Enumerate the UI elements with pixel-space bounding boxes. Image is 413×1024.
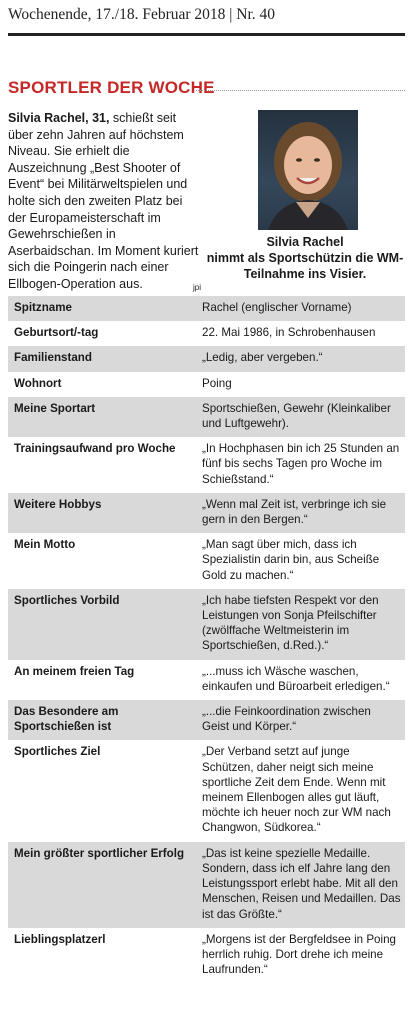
profile-label: Sportliches Vorbild [14,593,120,607]
header-rule [8,33,405,36]
profile-value: Poing [202,376,232,390]
caption-name: Silvia Rachel [266,235,344,249]
profile-row [8,397,405,437]
profile-row [8,296,405,321]
profile-value: Sportschießen, Gewehr (Kleinkaliber und Luftgewehr). [202,401,391,431]
profile-row [8,493,405,533]
caption-text: nimmt als Sportschützin die WM-Teilnahme ins Visier. [206,250,404,281]
athlete-photo [258,110,358,230]
profile-label: Wohnort [14,376,62,390]
profile-label: Lieblingsplatzerl [14,932,106,946]
profile-value: „Das ist keine spezielle Medaille. Sondern, dass ich elf Jahre lang den Leistungssport erlebt habe. Mit all den Menschen, Reisen und Medaillen. Das ist das Größte.“ [202,846,401,921]
profile-label: Weitere Hobbys [14,497,102,511]
title-dotted-line [196,90,405,91]
profile-value: „Wenn mal Zeit ist, verbringe ich sie gern in den Bergen.“ [202,497,387,527]
intro-paragraph [8,110,201,297]
profile-label: Das Besondere am Sportschießen ist [14,705,119,734]
profile-row [8,700,405,740]
profile-label: Mein Motto [14,538,76,552]
profile-value: 22. Mai 1986, in Schrobenhausen [202,326,376,340]
dateline: Wochenende, 17./18. Februar 2018 | Nr. 40 [8,6,276,23]
profile-value: „In Hochphasen bin ich 25 Stunden an fünf bis sechs Tagen pro Woche im Schießstand.“ [202,442,400,486]
profile-value: „...muss ich Wäsche waschen, einkaufen und Büroarbeit erledigen.“ [202,664,390,693]
profile-value: „Ich habe tiefsten Respekt vor den Leistungen von Sonja Pfeilschifter (zwölffache Weltmeisterin im Sportschießen, d.Red.).“ [202,593,379,653]
profile-label: Geburtsort/-tag [14,326,99,340]
profile-row [8,589,405,660]
profile-row [8,372,405,397]
profile-row [8,928,405,984]
profile-label: Familienstand [14,351,92,365]
profile-row [8,346,405,371]
profile-row [8,321,405,346]
profile-label: An meinem freien Tag [14,664,135,678]
intro-text: schießt seit über zehn Jahren auf höchstem Niveau. Sie erhielt die Auszeichnung „Best Shooter of Event“ bei Militärweltspielen und holte sich den zweiten Platz bei der Europameisterschaft im Gewehrschießen in Aserbaidschan. Im Moment kuriert sich die Poingerin nach einer Ellbogen-Operation aus. [8,111,199,291]
profile-row [8,437,405,493]
profile-label: Mein größter sportlicher Erfolg [14,846,185,860]
profile-value: „...die Feinkoordination zwischen Geist und Körper.“ [202,705,371,734]
profile-row [8,660,405,700]
author-initials: jpi [192,282,201,292]
profile-value: „Ledig, aber vergeben.“ [202,351,323,365]
profile-row [8,842,405,928]
profile-value: „Man sagt über mich, dass ich Spezialistin darin bin, aus Scheiße Gold zu machen.“ [202,538,380,582]
athlete-name-age: Silvia Rachel, 31, [8,111,110,125]
section-title: SPORTLER DER WOCHE [8,78,215,97]
profile-value: „Morgens ist der Bergfeldsee in Poing herrlich ruhig. Dort drehe ich meine Laufrunden.“ [202,932,396,977]
portrait-image [258,110,358,230]
profile-row [8,740,405,841]
profile-label: Meine Sportart [14,401,96,415]
profile-label: Sportliches Ziel [14,745,101,759]
profile-label: Trainingsaufwand pro Woche [14,442,176,456]
profile-value: Rachel (englischer Vorname) [202,301,352,314]
profile-value: „Der Verband setzt auf junge Schützen, daher neigt sich meine sportliche Zeit dem Ende. Wenn mit meinem Ellenbogen alles gut läuft, möchte ich heuer noch zur WM nach Changwon, Südkorea.“ [202,745,391,835]
photo-caption [205,235,405,282]
profile-row [8,533,405,589]
profile-table [8,296,405,983]
profile-label: Spitzname [14,301,72,314]
